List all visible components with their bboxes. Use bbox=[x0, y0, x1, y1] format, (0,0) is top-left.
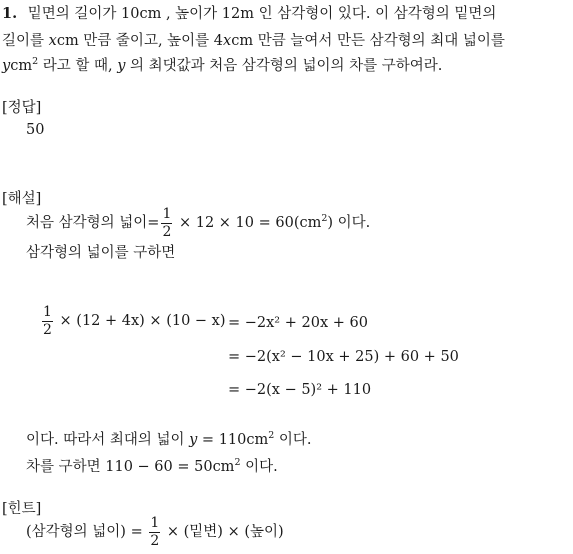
problem-text-2a: 길이를 bbox=[2, 33, 49, 49]
var-y: y bbox=[117, 58, 126, 74]
answer-value: 50 bbox=[26, 122, 45, 138]
conclusion-text-a: 이다. 따라서 최대의 넓이 bbox=[26, 432, 190, 448]
problem-line-3 bbox=[2, 54, 442, 75]
superscript: 2 bbox=[234, 457, 241, 468]
superscript: 2 bbox=[321, 213, 328, 225]
answer-heading: [정답] bbox=[2, 100, 42, 116]
conclusion2-text-a: 차를 구하면 110 − 60 = 50cm bbox=[26, 459, 235, 475]
conclusion-line-1 bbox=[26, 428, 312, 449]
problem-line-1 bbox=[2, 2, 496, 23]
conclusion-text-c: 이다. bbox=[274, 432, 312, 448]
problem-text-1: 밑면의 길이가 10cm , 높이가 12m 인 삼각형이 있다. 이 삼각형의 밑면의 bbox=[27, 6, 497, 22]
hint-suffix: × (밑변) × (높이) bbox=[162, 524, 284, 541]
equation-left-expr: × (12 + 4x) × (10 − x) bbox=[54, 313, 226, 330]
superscript: 2 bbox=[268, 430, 275, 441]
equation-left bbox=[40, 305, 226, 337]
area-prefix: 처음 삼각형의 넓이= bbox=[26, 215, 160, 232]
conclusion-line-2 bbox=[26, 455, 278, 476]
fraction-half: $\frac{1}{2}$ bbox=[43, 304, 52, 338]
superscript: 2 bbox=[32, 56, 39, 67]
problem-text-3b: 라고 할 때, bbox=[38, 58, 118, 74]
solution-area-line bbox=[26, 207, 370, 239]
var-x: x bbox=[223, 33, 232, 49]
conclusion-text-b: = 110cm bbox=[197, 432, 269, 448]
solution-heading: [해설] bbox=[2, 191, 42, 207]
problem-number: 1. bbox=[2, 5, 18, 22]
area-expression: × 12 × 10 = 60(cm bbox=[174, 215, 322, 232]
var-y: y bbox=[189, 432, 198, 448]
problem-text-2c: cm 만큼 늘여서 만든 삼각형의 최대 넓이를 bbox=[231, 33, 505, 49]
equation-line-2: = −2(x² − 10x + 25) + 60 + 50 bbox=[228, 349, 459, 365]
equation-line-3: = −2(x − 5)² + 110 bbox=[228, 382, 372, 398]
unit-cm: cm bbox=[10, 58, 33, 74]
hint-prefix: (삼각형의 넓이) = bbox=[26, 524, 148, 541]
hint-formula bbox=[26, 516, 284, 548]
var-x: x bbox=[48, 33, 57, 49]
problem-text-3c: 의 최댓값과 처음 삼각형의 넓이의 차를 구하여라. bbox=[125, 58, 443, 74]
problem-text-2b: cm 만큼 줄이고, 높이를 4 bbox=[56, 33, 224, 49]
fraction-half: $\frac{1}{2}$ bbox=[162, 206, 172, 240]
fraction-half: $\frac{1}{2}$ bbox=[150, 515, 160, 549]
hint-heading: [힌트] bbox=[2, 501, 42, 517]
var-y: y bbox=[2, 58, 11, 74]
conclusion2-text-b: 이다. bbox=[240, 459, 278, 475]
solution-line-2: 삼각형의 넓이를 구하면 bbox=[26, 245, 176, 261]
area-suffix: ) 이다. bbox=[327, 215, 371, 232]
equation-line-1: = −2x² + 20x + 60 bbox=[228, 315, 368, 331]
problem-line-2 bbox=[2, 29, 505, 50]
